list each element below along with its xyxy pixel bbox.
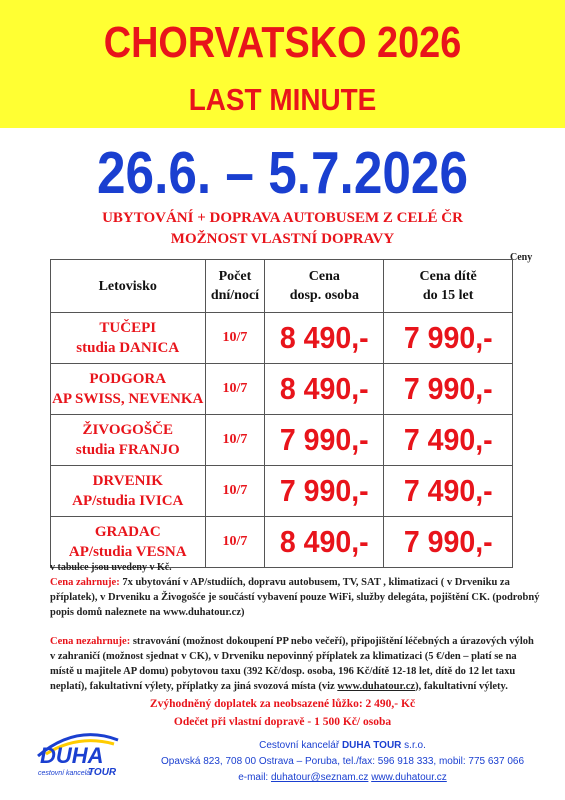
- table-row: [51, 466, 513, 517]
- nights-cell: 10/7: [205, 466, 265, 517]
- date-range: 26.6. – 5.7.2026: [96, 140, 469, 206]
- resort-cell: PODGORA AP SWISS, NEVENKA: [51, 364, 206, 415]
- page-subtitle: LAST MINUTE: [188, 82, 377, 117]
- child-price-cell: 7 990,-: [384, 517, 513, 568]
- email-link[interactable]: duhatour@seznam.cz: [270, 772, 369, 783]
- table-row: [51, 364, 513, 415]
- excludes-text-end: ), fakultativní výlety.: [415, 681, 508, 692]
- transport-line: UBYTOVÁNÍ + DOPRAVA AUTOBUSEM Z CELÉ ČR: [102, 210, 463, 226]
- nights-cell: 10/7: [205, 364, 265, 415]
- adult-price-cell: 7 990,-: [265, 466, 384, 517]
- logo-tour-text: TOUR: [88, 767, 117, 778]
- single-room-supplement: Zvýhodněný doplatek za neobsazené lůžko: 2 490,- Kč: [149, 698, 416, 710]
- nights-cell: 10/7: [205, 517, 265, 568]
- logo-wordmark: DUHA: [40, 743, 104, 768]
- nights-cell: 10/7: [205, 415, 265, 466]
- header-nights: Počet dní/nocí: [205, 260, 265, 313]
- includes-label: Cena zahrnuje:: [50, 577, 120, 588]
- prices-label: Ceny: [510, 252, 533, 263]
- child-price-cell: 7 990,-: [384, 313, 513, 364]
- adult-price-cell: 8 490,-: [265, 313, 384, 364]
- child-price-cell: 7 490,-: [384, 466, 513, 517]
- company-name: DUHA TOUR: [341, 740, 402, 751]
- excludes-text: stravování (možnost dokoupení PP nebo večeří), připojištění léčebných a úrazových výloh v zahraničí (možnost sjednat v CK), v Drveniku nepovinný příplatek za klimatizaci (5 €/den – platí se na místě u majitele AP domu) pobytovou taxu (392 Kč/dosp. osoba, 196 Kč/dítě 12-18 let, dítě do 12 let taxu neplatí), fakultativní výlety, příplatky za jiná svozová místa (viz: [50, 636, 534, 692]
- resort-cell: DRVENIK AP/studia IVICA: [51, 466, 206, 517]
- adult-price-cell: 7 990,-: [265, 415, 384, 466]
- child-price-cell: 7 490,-: [384, 415, 513, 466]
- excludes-label: Cena nezahrnuje:: [50, 636, 131, 647]
- email-web-line: e-mail: duhatour@seznam.cz www.duhatour.cz: [238, 772, 447, 783]
- header-resort: Letovisko: [51, 260, 206, 313]
- adult-price-cell: 8 490,-: [265, 364, 384, 415]
- website-link[interactable]: www.duhatour.cz: [337, 681, 416, 692]
- price-excludes: [50, 634, 540, 694]
- table-row: [51, 313, 513, 364]
- own-transport-line: MOŽNOST VLASTNÍ DOPRAVY: [170, 231, 395, 247]
- web-link[interactable]: www.duhatour.cz: [371, 772, 447, 783]
- table-row: [51, 517, 513, 568]
- price-includes: [50, 575, 540, 620]
- resort-cell: GRADAC AP/studia VESNA: [51, 517, 206, 568]
- price-table: [50, 259, 513, 568]
- table-row: [51, 415, 513, 466]
- table-header-row: [51, 260, 513, 313]
- currency-note: v tabulce jsou uvedeny v Kč.: [50, 562, 172, 573]
- nights-cell: 10/7: [205, 313, 265, 364]
- includes-text: 7x ubytování v AP/studiích, dopravu autobusem, TV, SAT , klimatizaci ( v Drveniku za příplatek), v Drveniku a Živogošće je součástí vybavení pouze WiFi, služby delegáta, pojištění CK. (podrobný popis domů naleznete na www.duhatour.cz): [50, 577, 540, 618]
- child-price-cell: 7 990,-: [384, 364, 513, 415]
- logo-small-text: cestovní kancelář: [38, 770, 93, 777]
- rainbow-logo-icon: [36, 730, 120, 780]
- resort-cell: ŽIVOGOŠČE studia FRANJO: [51, 415, 206, 466]
- header-adult-price: Cena dosp. osoba: [265, 260, 384, 313]
- company-name-line: Cestovní kancelář DUHA TOUR s.r.o.: [259, 740, 426, 751]
- duha-tour-logo: [36, 730, 120, 780]
- address-line: Opavská 823, 708 00 Ostrava – Poruba, tel./fax: 596 918 333, mobil: 775 637 066: [160, 756, 525, 767]
- header-child-price: Cena dítě do 15 let: [384, 260, 513, 313]
- resort-cell: TUČEPI studia DANICA: [51, 313, 206, 364]
- own-transport-discount: Odečet při vlastní dopravě - 1 500 Kč/ osoba: [173, 716, 392, 728]
- page-title: CHORVATSKO 2026: [103, 18, 462, 67]
- adult-price-cell: 8 490,-: [265, 517, 384, 568]
